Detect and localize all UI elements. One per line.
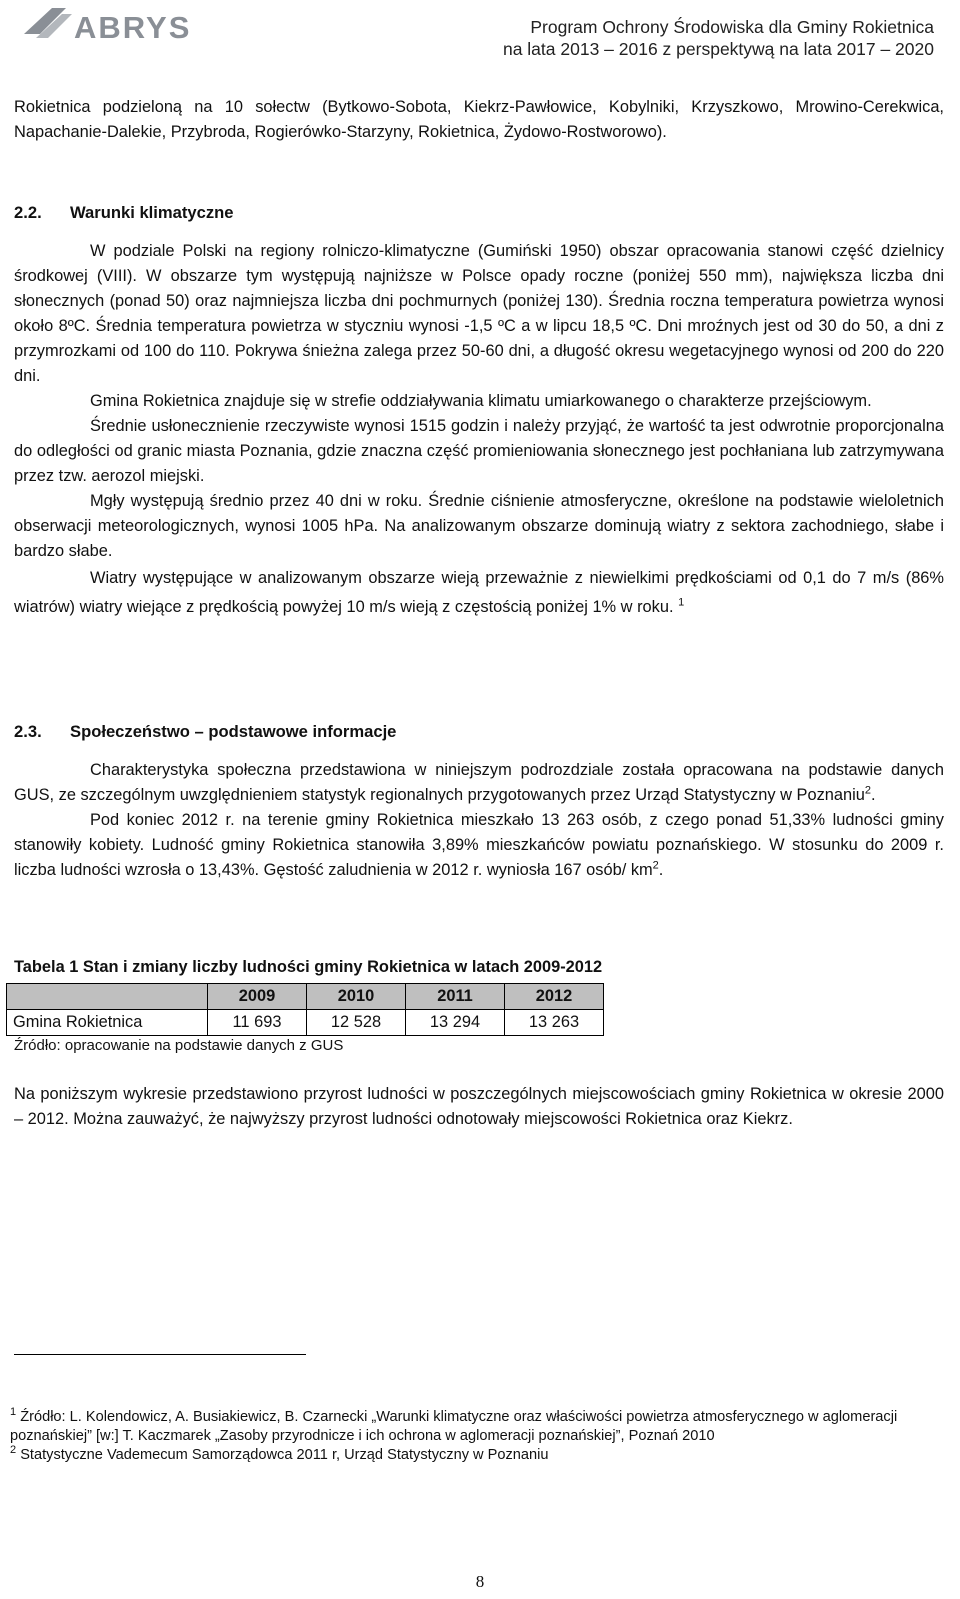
page-header bbox=[0, 0, 960, 78]
society-section-body bbox=[14, 758, 944, 883]
logo-swoosh-icon bbox=[22, 4, 82, 48]
table-header-empty bbox=[7, 984, 208, 1010]
page-number: 8 bbox=[475, 1572, 485, 1591]
footnote-separator bbox=[14, 1354, 306, 1355]
section-number: 2.3. bbox=[14, 722, 42, 741]
climate-paragraph-3: Średnie usłonecznienie rzeczywiste wynosi 1515 godzin i należy przyjąć, że wartość ta jest odwrotnie proporcjonalna do odległości od granic miasta Poznania, gdzie znaczna część promieniowania słonecznego jest pochłaniana lub zatrzymywana przez tzw. aerozol miejski. bbox=[14, 417, 944, 485]
table-row bbox=[7, 1010, 604, 1036]
table-header-cell: 2011 bbox=[406, 984, 505, 1010]
table-header-row bbox=[7, 984, 604, 1010]
climate-paragraph-4: Mgły występują średnio przez 40 dni w roku. Średnie ciśnienie atmosferyczne, określone na podstawie wieloletnich obserwacji meteorologicznych, wynosi 1005 hPa. Na analizowanym obszarze dominują wiatry z sektora zachodniego, słabe i bardzo słabe. bbox=[14, 492, 944, 560]
climate-paragraph-2: Gmina Rokietnica znajduje się w strefie oddziaływania klimatu umiarkowanego o charakterze przejściowym. bbox=[90, 392, 872, 410]
header-title bbox=[503, 16, 934, 60]
population-table bbox=[6, 983, 604, 1036]
table-cell: 13 263 bbox=[505, 1010, 604, 1036]
section-title: Warunki klimatyczne bbox=[70, 203, 234, 222]
society-paragraph-2: Pod koniec 2012 r. na terenie gminy Rokietnica mieszkało 13 263 osób, z czego ponad 51,33% ludności gminy stanowiły kobiety. Ludność gminy Rokietnica stanowiła 3,89% mieszkańców powiatu poznańskiego. W stosunku do 2009 r. liczba ludności wzrosła o 13,43%. Gęstość zaludnienia w 2012 r. wyniosła 167 osób/ $km^2$. bbox=[14, 811, 944, 879]
footnote-mark: 2 bbox=[10, 1444, 17, 1457]
section-number: 2.2. bbox=[14, 203, 42, 222]
footnote-1: $^1$ Źródło: L. Kolendowicz, A. Busiakiewicz, B. Czarnecki „Warunki klimatyczne oraz właściwości powietrza atmosferycznego w aglomeracji poznańskiej” [w:] T. Kaczmarek „Zasoby przyrodnicze i ich ochrona w aglomeracji poznańskiej”, Poznań 2010 bbox=[10, 1406, 898, 1444]
table-source: Źródło: opracowanie na podstawie danych z GUS bbox=[14, 1037, 344, 1054]
footnote-ref-1[interactable]: 1 bbox=[678, 596, 685, 609]
society-paragraph-1: Charakterystyka społeczna przedstawiona w niniejszym podrozdziale została opracowana na podstawie danych GUS, ze szczególnym uwzględnieniem statystyk regionalnych przygotowanych przez Urząd Statystyczny w Poznaniu$^2$. bbox=[14, 761, 944, 804]
table-row-label: Gmina Rokietnica bbox=[7, 1010, 208, 1036]
table-caption: Tabela 1 Stan i zmiany liczby ludności gminy Rokietnica w latach 2009-2012 bbox=[14, 958, 603, 976]
table-header-cell: 2009 bbox=[208, 984, 307, 1010]
intro-paragraph: Rokietnica podzieloną na 10 sołectw (Bytkowo-Sobota, Kiekrz-Pawłowice, Kobylniki, Krzyszkowo, Mrowino-Cerekwica, Napachanie-Dalekie, Przybroda, Rogierówko-Starzyny, Rokietnica, Żydowo-Rostworowo). bbox=[14, 98, 944, 141]
footnote-ref-2[interactable]: 2 bbox=[864, 784, 871, 797]
table-cell: 11 693 bbox=[208, 1010, 307, 1036]
footnote-2: $^2$ Statystyczne Vademecum Samorządowca 2011 r, Urząd Statystyczny w Poznaniu bbox=[10, 1444, 549, 1463]
section-heading-society bbox=[14, 722, 396, 742]
abrys-logo bbox=[22, 4, 202, 48]
header-title-line2: na lata 2013 – 2016 z perspektywą na lata 2017 – 2020 bbox=[502, 39, 934, 59]
closing-paragraph: Na poniższym wykresie przedstawiono przyrost ludności w poszczególnych miejscowościach gminy Rokietnica w okresie 2000 – 2012. Można zauważyć, że najwyższy przyrost ludności odnotowały miejscowości Rokietnica oraz Kiekrz. bbox=[14, 1085, 944, 1128]
climate-paragraph-5: Wiatry występujące w analizowanym obszarze wieją przeważnie z niewielkimi prędkościami od 0,1 do 7 m/s (86% wiatrów) wiatry wiejące z prędkością powyżej 10 m/s wieją z częstością poniżej 1% w roku. $^1$ bbox=[14, 569, 944, 616]
section-heading-climate bbox=[14, 203, 234, 223]
section-title: Społeczeństwo – podstawowe informacje bbox=[70, 722, 397, 741]
footnotes bbox=[10, 1408, 940, 1465]
climate-paragraph-1: W podziale Polski na regiony rolniczo-klimatyczne (Gumiński 1950) obszar opracowania stanowi część dzielnicy środkowej (VIII). W obszarze tym występują najniższe w Polsce opady roczne (poniżej 550 mm), największa liczba dni słonecznych (ponad 50) oraz najmniejsza liczba dni pochmurnych (poniżej 130). Średnia roczna temperatura powietrza wynosi około 8ºC. Średnia temperatura powietrza w styczniu wynosi -1,5 ºC a w lipcu 18,5 ºC. Dni mroźnych jest od 30 do 50, a dni z przymrozkami od 100 do 110. Pokrywa śnieżna zalega przez 50-60 dni, a długość okresu wegetacyjnego wynosi od 200 do 220 dni. bbox=[14, 242, 944, 385]
table-cell: 13 294 bbox=[406, 1010, 505, 1036]
logo-text: ABRYS bbox=[74, 10, 192, 45]
table-header-cell: 2010 bbox=[307, 984, 406, 1010]
climate-section-body bbox=[14, 239, 944, 622]
footnote-mark: 1 bbox=[10, 1406, 17, 1419]
table-header-cell: 2012 bbox=[505, 984, 604, 1010]
header-title-line1: Program Ochrony Środowiska dla Gminy Rokietnica bbox=[530, 17, 934, 37]
table-cell: 12 528 bbox=[307, 1010, 406, 1036]
superscript-2: 2 bbox=[652, 859, 659, 872]
